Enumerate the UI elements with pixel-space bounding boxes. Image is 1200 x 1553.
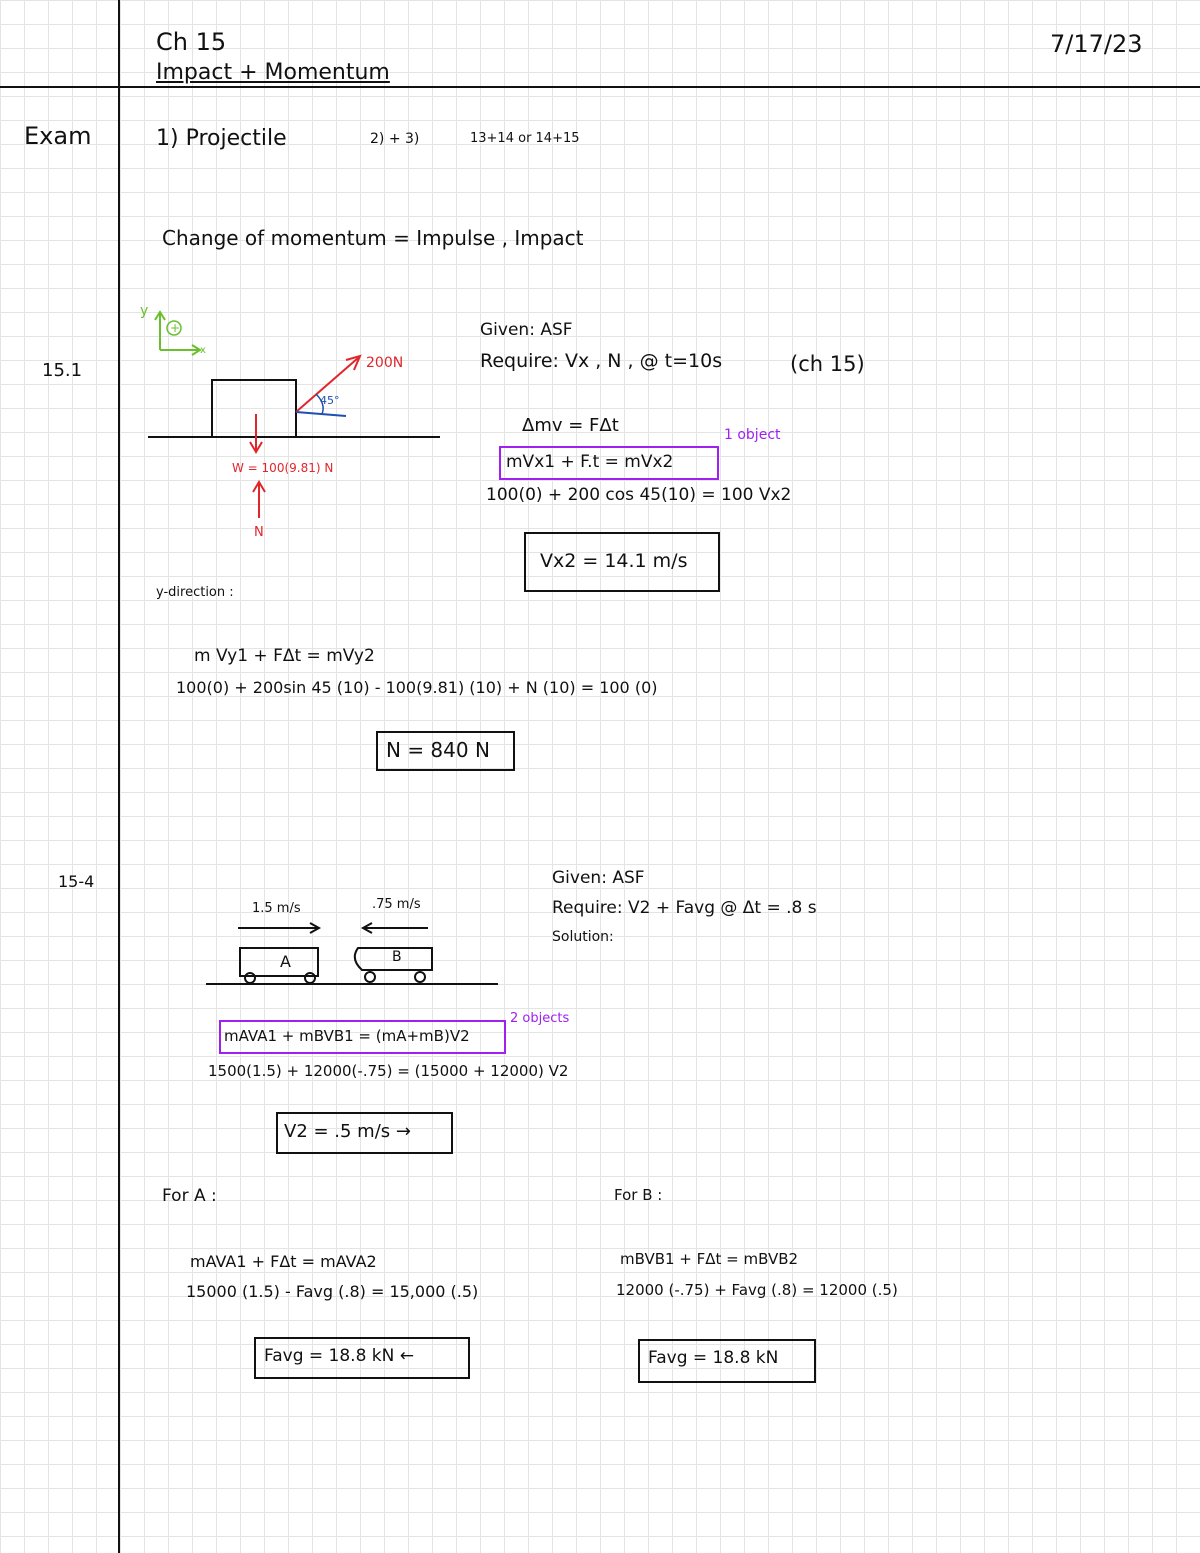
- date: 7/17/23: [1050, 30, 1143, 58]
- one-object-note: 1 object: [724, 427, 781, 443]
- speed-a-label: 1.5 m/s: [252, 901, 301, 916]
- force-label: 200N: [366, 355, 404, 371]
- n-result: N = 840 N: [386, 738, 490, 762]
- intro-line: Change of momentum = Impulse , Impact: [162, 226, 584, 250]
- speed-b-label: .75 m/s: [372, 897, 421, 912]
- weight-label: W = 100(9.81) N: [232, 461, 334, 475]
- problem-15-4-diagram: [200, 890, 500, 1000]
- y-equation-2: 100(0) + 200sin 45 (10) - 100(9.81) (10) + N (10) = 100 (0): [176, 678, 658, 697]
- exam-item-1: 1) Projectile: [156, 126, 287, 151]
- cart-b-label: B: [392, 949, 402, 965]
- for-b-heading: For B :: [614, 1186, 663, 1204]
- margin-15-1: 15.1: [42, 360, 83, 381]
- given-15-4: Given: ASF: [552, 868, 645, 888]
- require-15-4: Require: V2 + Favg @ Δt = .8 s: [552, 898, 817, 918]
- require-15-1: Require: Vx , N , @ t=10s: [480, 350, 723, 372]
- normal-label: N: [254, 525, 264, 540]
- substitution-x: 100(0) + 200 cos 45(10) = 100 Vx2: [486, 485, 792, 505]
- axis-positive-sign: +: [170, 321, 181, 335]
- axis-y-label: y: [140, 303, 149, 319]
- favg-a-result: Favg = 18.8 kN ←: [264, 1346, 415, 1366]
- for-a-heading: For A :: [162, 1186, 217, 1206]
- axis-x-label: x: [200, 345, 206, 356]
- chapter-ref-15-1: (ch 15): [790, 352, 865, 376]
- two-objects-note: 2 objects: [510, 1011, 570, 1026]
- momentum-equation: mVx1 + F.t = mVx2: [506, 452, 674, 472]
- header-rule: [0, 86, 1200, 88]
- problem-15-1-diagram: [140, 300, 440, 550]
- for-a-equation-1: mAVA1 + FΔt = mAVA2: [190, 1252, 377, 1271]
- conservation-equation: mAVA1 + mBVB1 = (mA+mB)V2: [224, 1027, 470, 1045]
- given-15-1: Given: ASF: [480, 320, 573, 340]
- margin-rule: [118, 0, 120, 1553]
- angle-label: 45°: [320, 394, 340, 407]
- substitution-v2: 1500(1.5) + 12000(-.75) = (15000 + 12000) V2: [208, 1062, 569, 1080]
- vx2-result: Vx2 = 14.1 m/s: [540, 550, 688, 572]
- for-a-equation-2: 15000 (1.5) - Favg (.8) = 15,000 (.5): [186, 1282, 479, 1301]
- y-equation-1: m Vy1 + FΔt = mVy2: [194, 646, 375, 666]
- exam-item-3: 13+14 or 14+15: [470, 131, 580, 146]
- chapter-title: Ch 15: [156, 28, 227, 56]
- margin-exam: Exam: [24, 122, 92, 150]
- for-b-equation-1: mBVB1 + FΔt = mBVB2: [620, 1250, 799, 1268]
- for-b-equation-2: 12000 (-.75) + Favg (.8) = 12000 (.5): [616, 1281, 898, 1299]
- favg-b-result: Favg = 18.8 kN: [648, 1348, 779, 1368]
- exam-item-2: 2) + 3): [370, 131, 420, 147]
- margin-15-4: 15-4: [58, 872, 95, 891]
- delta-equation: Δmv = FΔt: [522, 415, 619, 436]
- cart-a-label: A: [280, 952, 291, 971]
- topic-title: Impact + Momentum: [156, 60, 390, 85]
- y-direction-heading: y-direction :: [156, 585, 234, 600]
- solution-15-4: Solution:: [552, 929, 614, 945]
- v2-result: V2 = .5 m/s →: [284, 1121, 411, 1142]
